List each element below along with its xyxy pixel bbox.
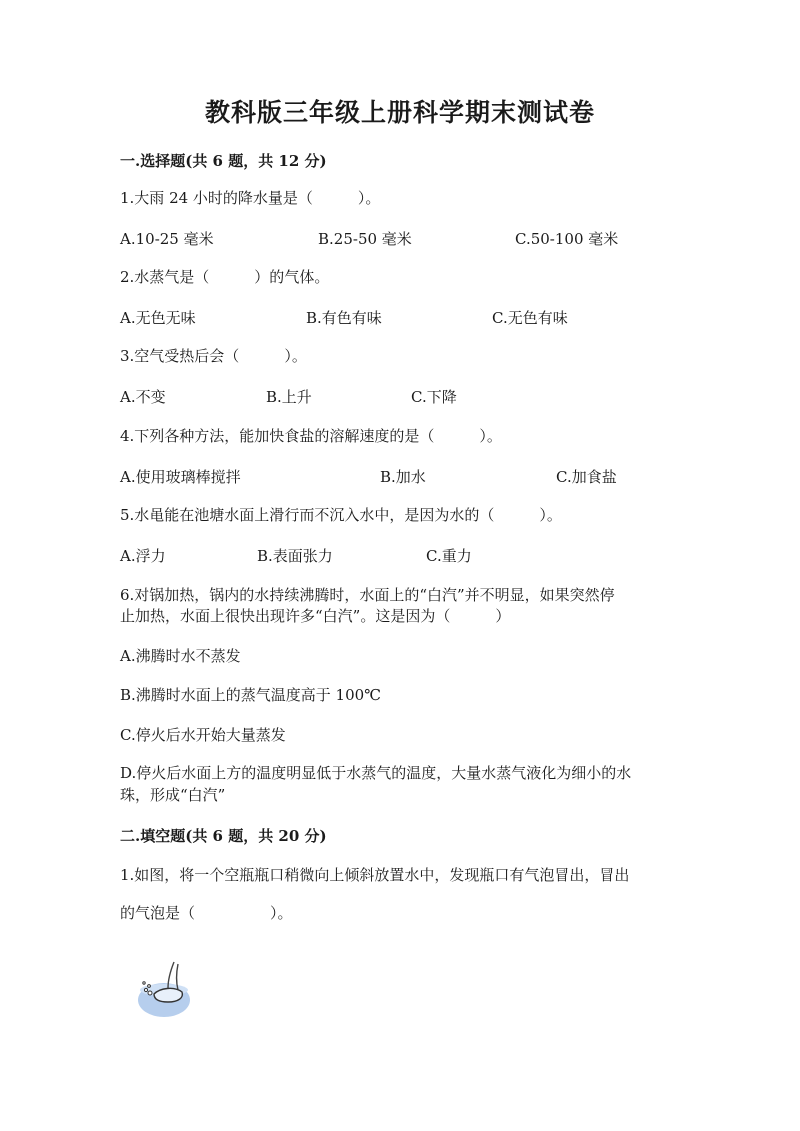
q1-option-b: B.25-50 毫米 [318, 230, 412, 248]
bottle-in-water-illustration [134, 958, 198, 1020]
q4-option-b: B.加水 [380, 468, 426, 486]
q3-option-b: B.上升 [266, 388, 312, 406]
question-5: 5.水黾能在池塘水面上滑行而不沉入水中，是因为水的（ ）。 [120, 506, 562, 524]
question-4: 4.下列各种方法，能加快食盐的溶解速度的是（ ）。 [120, 427, 502, 445]
question-6-line2: 止加热，水面上很快出现许多“白汽”。这是因为（ ） [120, 607, 511, 625]
q3-option-a: A.不变 [120, 388, 166, 406]
q1-option-a: A.10-25 毫米 [120, 230, 214, 248]
question-1: 1.大雨 24 小时的降水量是（ ）。 [120, 189, 381, 207]
q4-option-c: C.加食盐 [556, 468, 617, 486]
q5-option-b: B.表面张力 [257, 547, 333, 565]
q6-option-c: C.停火后水开始大量蒸发 [120, 726, 286, 744]
q6-option-a: A.沸腾时水不蒸发 [120, 647, 241, 665]
q2-option-c: C.无色有味 [492, 309, 568, 327]
question-2: 2.水蒸气是（ ）的气体。 [120, 268, 330, 286]
section-heading-choice: 一.选择题(共 6 题，共 12 分) [120, 152, 327, 170]
q2-option-a: A.无色无味 [120, 309, 196, 327]
q3-option-c: C.下降 [411, 388, 457, 406]
section-heading-fill: 二.填空题(共 6 题，共 20 分) [120, 827, 327, 845]
q6-option-d-line1: D.停火后水面上方的温度明显低于水蒸气的温度，大量水蒸气液化为细小的水 [120, 764, 632, 782]
q1-option-c: C.50-100 毫米 [515, 230, 619, 248]
fill-question-1-line2: 的气泡是（ ）。 [120, 904, 293, 922]
question-6-line1: 6.对锅加热，锅内的水持续沸腾时，水面上的“白汽”并不明显，如果突然停 [120, 586, 615, 604]
q5-option-c: C.重力 [426, 547, 472, 565]
q5-option-a: A.浮力 [120, 547, 166, 565]
q6-option-d-line2: 珠，形成“白汽” [120, 786, 226, 804]
q4-option-a: A.使用玻璃棒搅拌 [120, 468, 241, 486]
page-title: 教科版三年级上册科学期末测试卷 [204, 98, 595, 127]
q6-option-b: B.沸腾时水面上的蒸气温度高于 100℃ [120, 686, 381, 704]
fill-question-1-line1: 1.如图，将一个空瓶瓶口稍微向上倾斜放置水中，发现瓶口有气泡冒出，冒出 [120, 866, 630, 884]
question-3: 3.空气受热后会（ ）。 [120, 347, 307, 365]
q2-option-b: B.有色有味 [306, 309, 382, 327]
